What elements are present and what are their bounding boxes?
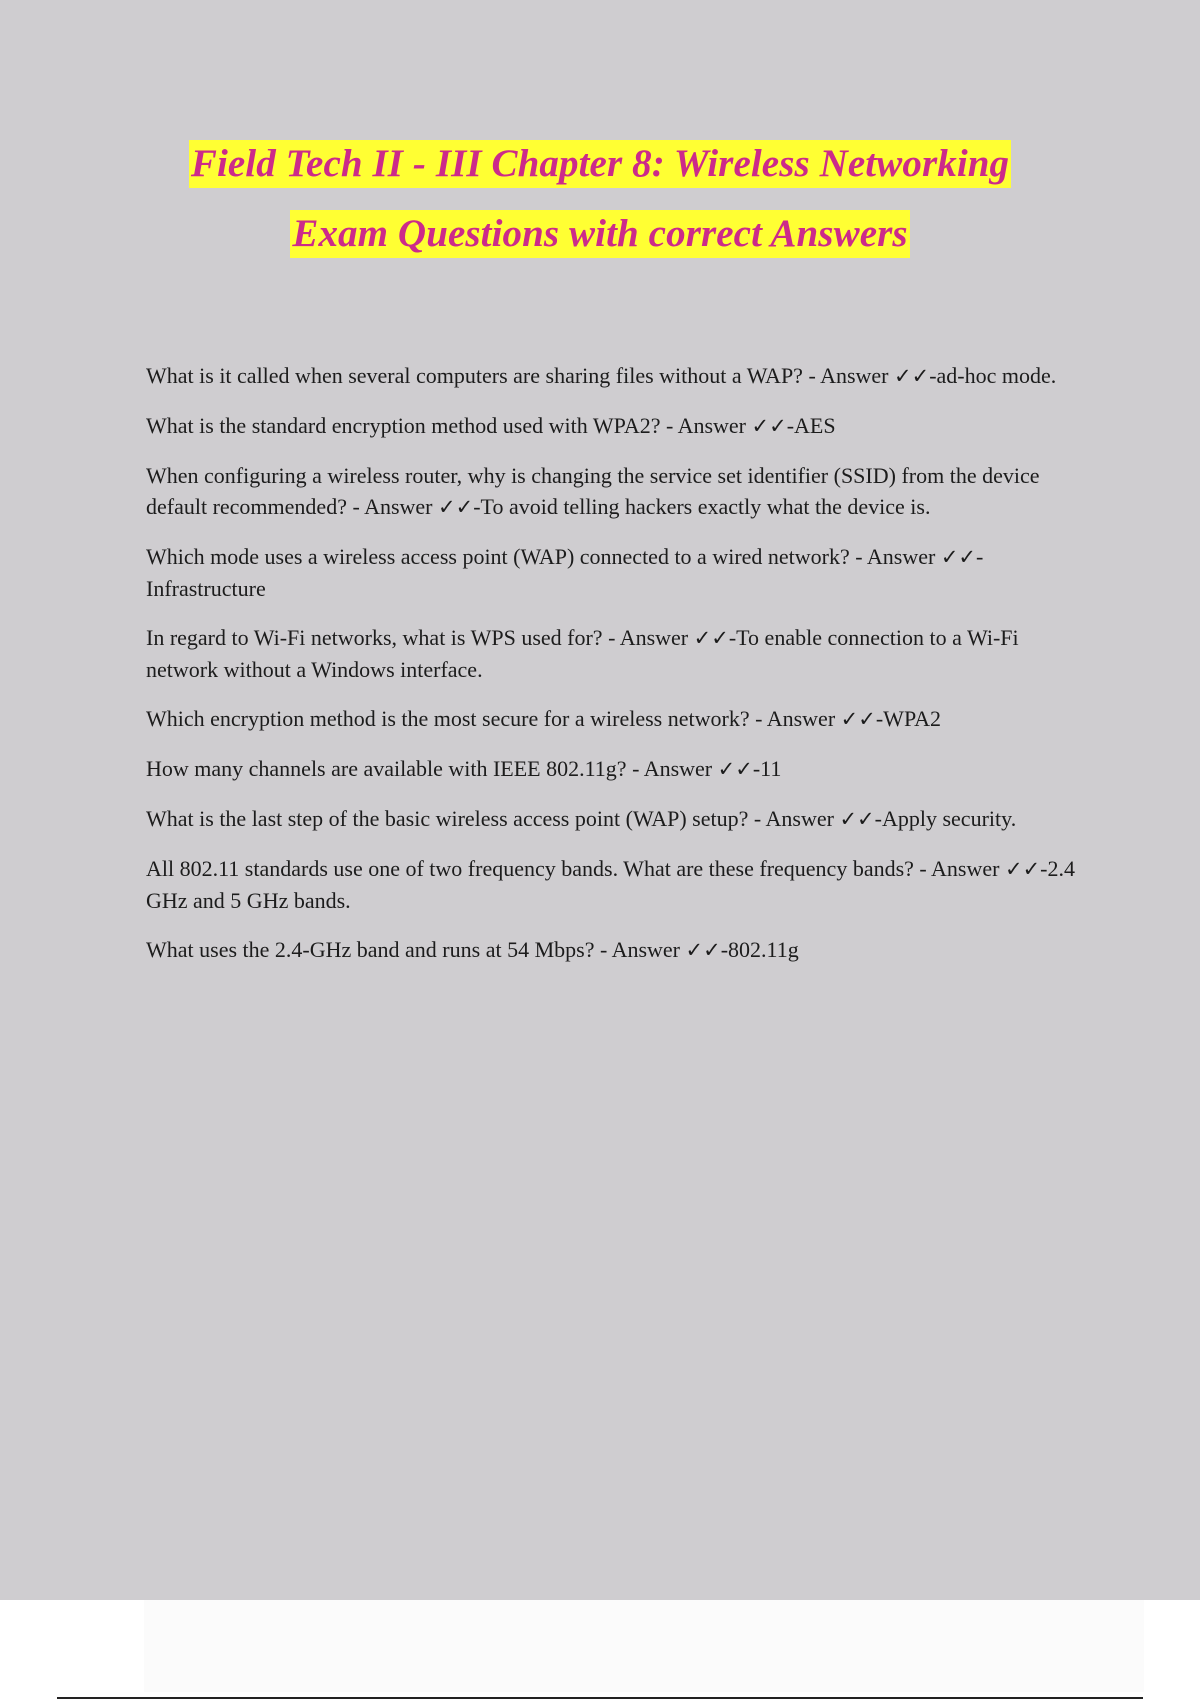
answer-text: -11	[752, 756, 782, 781]
qa-list	[146, 360, 1091, 984]
qa-item	[146, 803, 1091, 835]
qa-item	[146, 703, 1091, 735]
qa-item	[146, 360, 1091, 392]
answer-label: Answer	[364, 494, 433, 519]
title-line-2: Exam Questions with correct Answers	[290, 210, 909, 258]
answer-label: Answer	[611, 937, 681, 962]
qa-item	[146, 460, 1091, 523]
next-page-strip	[144, 1600, 1144, 1692]
qa-item	[146, 853, 1091, 916]
title-line-1: Field Tech II - III Chapter 8: Wireless Networking	[189, 140, 1011, 188]
answer-label: Answer	[866, 544, 936, 569]
question-text: How many channels are available with IEEE 802.11g? -	[146, 756, 644, 781]
answer-label: Answer	[677, 413, 747, 438]
answer-label: Answer	[931, 856, 1000, 881]
answer-label: Answer	[765, 806, 834, 831]
checkmark-icon: ✓✓	[693, 626, 729, 650]
answer-label: Answer	[766, 706, 836, 731]
answer-text: -Infrastructure	[146, 544, 984, 601]
question-text: What is the standard encryption method used with WPA2? -	[146, 413, 678, 438]
checkmark-icon: ✓✓	[894, 364, 930, 388]
question-text: What is it called when several computers are sharing files without a WAP? -	[146, 363, 821, 388]
answer-text: -To enable connection to a Wi-Fi network without a Windows interface.	[146, 625, 1019, 682]
question-text: When configuring a wireless router, why is changing the service set identifier (SSID) from the device default recommended? -	[146, 463, 1040, 519]
answer-text: -2.4 GHz and 5 GHz bands.	[146, 856, 1075, 913]
answer-text: -ad-hoc mode.	[929, 363, 1057, 388]
question-text: In regard to Wi-Fi networks, what is WPS used for? -	[146, 625, 620, 650]
qa-item	[146, 622, 1091, 685]
checkmark-icon: ✓✓	[685, 938, 721, 962]
checkmark-icon: ✓✓	[839, 807, 875, 831]
checkmark-icon: ✓✓	[1004, 857, 1041, 881]
answer-text: -802.11g	[720, 937, 799, 962]
answer-label: Answer	[619, 625, 689, 650]
page-divider	[57, 1697, 1143, 1699]
qa-item	[146, 410, 1091, 442]
checkmark-icon: ✓✓	[751, 414, 787, 438]
checkmark-icon: ✓✓	[717, 757, 753, 781]
question-text: Which mode uses a wireless access point (WAP) connected to a wired network? -	[146, 544, 867, 569]
answer-label: Answer	[820, 363, 889, 388]
checkmark-icon: ✓✓	[940, 545, 977, 569]
answer-text: -Apply security.	[874, 806, 1017, 831]
answer-text: -WPA2	[875, 706, 942, 731]
question-text: What uses the 2.4-GHz band and runs at 54 Mbps? -	[146, 937, 612, 962]
qa-item	[146, 934, 1091, 966]
answer-text: -To avoid telling hackers exactly what the device is.	[473, 494, 931, 519]
question-text: What is the last step of the basic wireless access point (WAP) setup? -	[146, 806, 766, 831]
qa-item	[146, 541, 1091, 604]
answer-label: Answer	[643, 756, 713, 781]
document-title	[0, 140, 1200, 280]
checkmark-icon: ✓✓	[840, 707, 876, 731]
question-text: All 802.11 standards use one of two frequency bands. What are these frequency bands? -	[146, 856, 932, 881]
qa-item	[146, 753, 1091, 785]
checkmark-icon: ✓✓	[438, 495, 474, 519]
question-text: Which encryption method is the most secure for a wireless network? -	[146, 706, 767, 731]
answer-text: -AES	[786, 413, 836, 438]
